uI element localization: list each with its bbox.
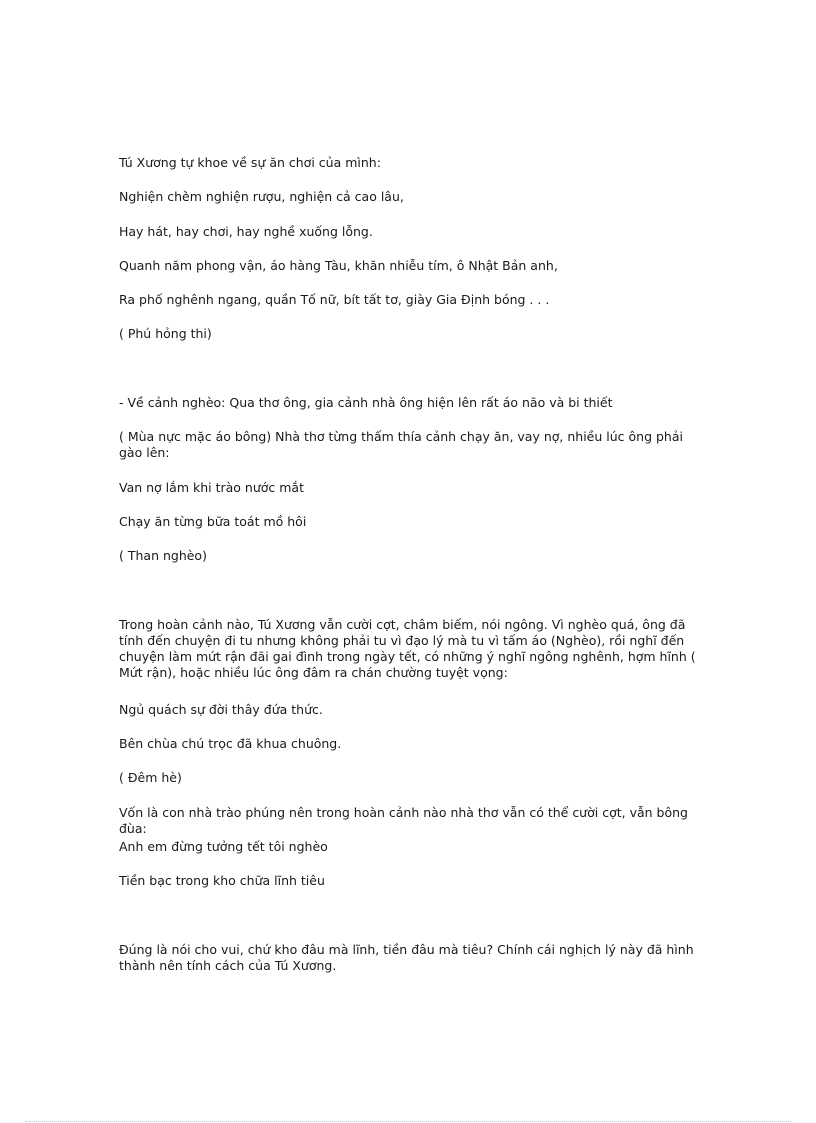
paragraph-section: - Về cảnh nghèo: Qua thơ ông, gia cảnh nhà ông hiện lên rất áo não và bi thiết xyxy=(119,395,613,410)
poem-source: ( Đêm hè) xyxy=(119,770,182,785)
paragraph-intro: Tú Xương tự khoe về sự ăn chơi của mình: xyxy=(119,155,381,170)
paragraph-body: ( Mùa nực mặc áo bông) Nhà thơ từng thấm thía cảnh chạy ăn, vay nợ, nhiều lúc ông phải gào lên: xyxy=(119,429,683,460)
poem-line: Chạy ăn từng bữa toát mồ hôi xyxy=(119,514,307,529)
poem-line: Bên chùa chú trọc đã khua chuông. xyxy=(119,736,342,751)
poem-line: Quanh năm phong vận, áo hàng Tàu, khăn nhiễu tím, ô Nhật Bản anh, xyxy=(119,258,558,273)
poem-line: Nghiện chè̀m nghiện rượu, nghiện cả cao lâu, xyxy=(119,189,404,204)
poem-source: ( Than nghèo) xyxy=(119,548,207,563)
poem-line: Hay hát, hay chơi, hay nghề xuống lỗng. xyxy=(119,224,373,239)
paragraph-conclusion: Đúng là nói cho vui, chứ kho đâu mà lĩnh, tiền đâu mà tiêu? Chính cái nghịch lý này đã hình thành nên tính cách của Tú Xương. xyxy=(119,942,694,973)
poem-line: Van nợ lắm khi trào nước mắt xyxy=(119,480,304,495)
poem-line: Ra phố nghênh ngang, quần Tố nữ, bít tất tơ, giày Gia Định bóng . . . xyxy=(119,292,550,307)
paragraph-body: Trong hoàn cảnh nào, Tú Xương vẫn cười cợt, châm biếm, nói ngông. Vì nghèo quá, ông đã tính đến chuyện đi tu nhưng không phải tu vì đạo lý mà tu vì tấm áo (Nghèo), rồi nghĩ đến chuyện làm mứt rận đãi gai đình trong ngày tết, có những ý nghĩ ngông nghênh, hợm hĩnh ( Mứt rận), hoặc nhiều lúc ông đâm ra chán chường tuyệt vọng: xyxy=(119,617,696,680)
paragraph-body: Vốn là con nhà trào phúng nên trong hoàn cảnh nào nhà thơ vẫn có thể cười cợt, vẫn bông đùa: xyxy=(119,805,688,836)
poem-line: Anh em đừng tưởng tết tôi nghèo xyxy=(119,839,328,854)
poem-line: Tiền bạc trong kho chữa lĩnh tiêu xyxy=(119,873,325,888)
poem-source: ( Phú hỏng thi) xyxy=(119,326,212,341)
poem-line: Ngủ quách sự đời thây đứa thức. xyxy=(119,702,323,717)
page-bottom-divider xyxy=(25,1121,791,1122)
